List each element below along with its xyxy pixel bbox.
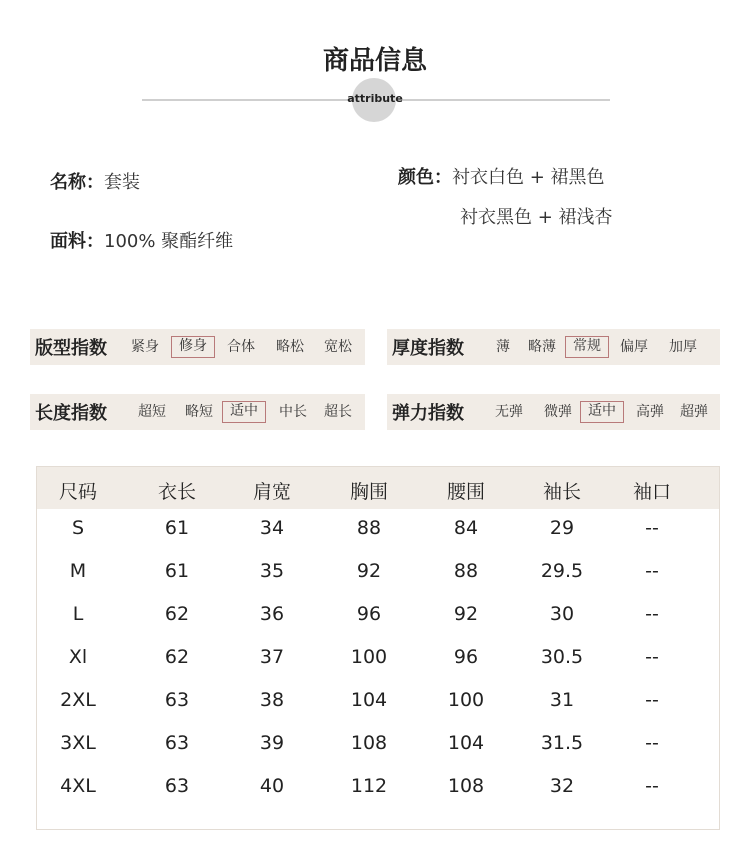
table-cell: 84 <box>453 517 479 539</box>
index-length-option: 超短 <box>138 404 166 420</box>
table-cell: 39 <box>259 732 285 754</box>
table-cell: 92 <box>453 603 479 625</box>
table-cell: 31.5 <box>540 732 584 754</box>
attr-fabric-value: 100% 聚酯纤维 <box>104 231 234 252</box>
attr-name <box>50 168 140 194</box>
attr-color-label: 颜色： <box>398 167 452 188</box>
table-cell: 34 <box>259 517 285 539</box>
table-cell: -- <box>645 603 659 625</box>
attr-name-value: 套装 <box>104 172 140 193</box>
attr-name-label: 名称： <box>50 172 104 193</box>
table-cell: 100 <box>447 689 485 711</box>
index-thickness-option: 加厚 <box>669 339 697 355</box>
index-length-label: 长度指数 <box>35 403 107 424</box>
index-elasticity-option: 微弹 <box>544 404 572 420</box>
table-cell: 2XL <box>60 689 96 711</box>
index-thickness <box>387 329 720 365</box>
index-fit-option: 宽松 <box>324 339 352 355</box>
table-cell: 104 <box>447 732 485 754</box>
table-cell: 96 <box>453 646 479 668</box>
table-cell: 108 <box>350 732 388 754</box>
page-subtitle: attribute <box>347 92 403 105</box>
table-cell: Xl <box>68 646 88 668</box>
index-length <box>30 394 365 430</box>
table-cell: 31 <box>549 689 575 711</box>
size-table-header <box>37 467 719 509</box>
table-cell: L <box>72 603 84 625</box>
table-cell: 3XL <box>60 732 96 754</box>
table-cell: M <box>69 560 87 582</box>
attr-fabric-label: 面料： <box>50 231 104 252</box>
table-cell: 61 <box>164 560 190 582</box>
table-cell: 30 <box>549 603 575 625</box>
table-cell: -- <box>645 775 659 797</box>
table-cell: 88 <box>453 560 479 582</box>
table-cell: 96 <box>356 603 382 625</box>
table-cell: 36 <box>259 603 285 625</box>
table-cell: 62 <box>164 646 190 668</box>
index-length-option: 中长 <box>279 404 307 420</box>
table-cell: 63 <box>164 732 190 754</box>
table-cell: 92 <box>356 560 382 582</box>
column-header: 肩宽 <box>252 481 291 503</box>
index-thickness-option: 略薄 <box>528 339 556 355</box>
table-cell: 104 <box>350 689 388 711</box>
column-header: 袖口 <box>632 481 671 503</box>
index-elasticity-option-selected: 适中 <box>580 401 624 423</box>
table-cell: 62 <box>164 603 190 625</box>
index-elasticity <box>387 394 720 430</box>
attr-color-value-2: 衬衣黑色 + 裙浅杏 <box>460 207 613 228</box>
index-fit-label: 版型指数 <box>35 338 107 359</box>
index-thickness-label: 厚度指数 <box>392 338 464 359</box>
page-title: 商品信息 <box>322 46 427 76</box>
table-cell: 63 <box>164 689 190 711</box>
table-cell: 35 <box>259 560 285 582</box>
table-cell: S <box>71 517 85 539</box>
table-cell: 112 <box>350 775 388 797</box>
table-cell: 63 <box>164 775 190 797</box>
table-cell: -- <box>645 732 659 754</box>
index-fit <box>30 329 365 365</box>
attr-color-value-1: 衬衣白色 + 裙黑色 <box>452 167 605 188</box>
table-cell: -- <box>645 560 659 582</box>
index-thickness-option: 偏厚 <box>620 339 648 355</box>
column-header: 袖长 <box>542 481 581 503</box>
column-header: 胸围 <box>349 481 388 503</box>
table-cell: -- <box>645 689 659 711</box>
table-cell: 100 <box>350 646 388 668</box>
table-cell: 29 <box>549 517 575 539</box>
table-cell: 38 <box>259 689 285 711</box>
index-length-option-selected: 适中 <box>222 401 266 423</box>
index-elasticity-label: 弹力指数 <box>392 403 464 424</box>
index-elasticity-option: 无弹 <box>495 404 523 420</box>
table-cell: 88 <box>356 517 382 539</box>
column-header: 腰围 <box>446 481 485 503</box>
index-elasticity-option: 高弹 <box>636 404 664 420</box>
index-fit-option: 紧身 <box>131 339 159 355</box>
column-header: 尺码 <box>58 481 97 503</box>
index-fit-option: 合体 <box>227 339 255 355</box>
size-table <box>36 466 720 830</box>
table-cell: -- <box>645 646 659 668</box>
table-cell: 4XL <box>60 775 96 797</box>
table-cell: 40 <box>259 775 285 797</box>
table-cell: 37 <box>259 646 285 668</box>
index-length-option: 略短 <box>185 404 213 420</box>
index-fit-option: 略松 <box>276 339 304 355</box>
table-cell: 29.5 <box>540 560 584 582</box>
index-thickness-option-selected: 常规 <box>565 336 609 358</box>
attr-color <box>398 163 605 189</box>
index-elasticity-option: 超弹 <box>680 404 708 420</box>
index-fit-option-selected: 修身 <box>171 336 215 358</box>
index-thickness-option: 薄 <box>496 339 510 355</box>
table-cell: 30.5 <box>540 646 584 668</box>
table-cell: 61 <box>164 517 190 539</box>
attr-fabric <box>50 227 233 253</box>
table-cell: -- <box>645 517 659 539</box>
table-cell: 32 <box>549 775 575 797</box>
attr-color-2 <box>460 203 613 229</box>
table-cell: 108 <box>447 775 485 797</box>
column-header: 衣长 <box>157 481 196 503</box>
index-length-option: 超长 <box>324 404 352 420</box>
